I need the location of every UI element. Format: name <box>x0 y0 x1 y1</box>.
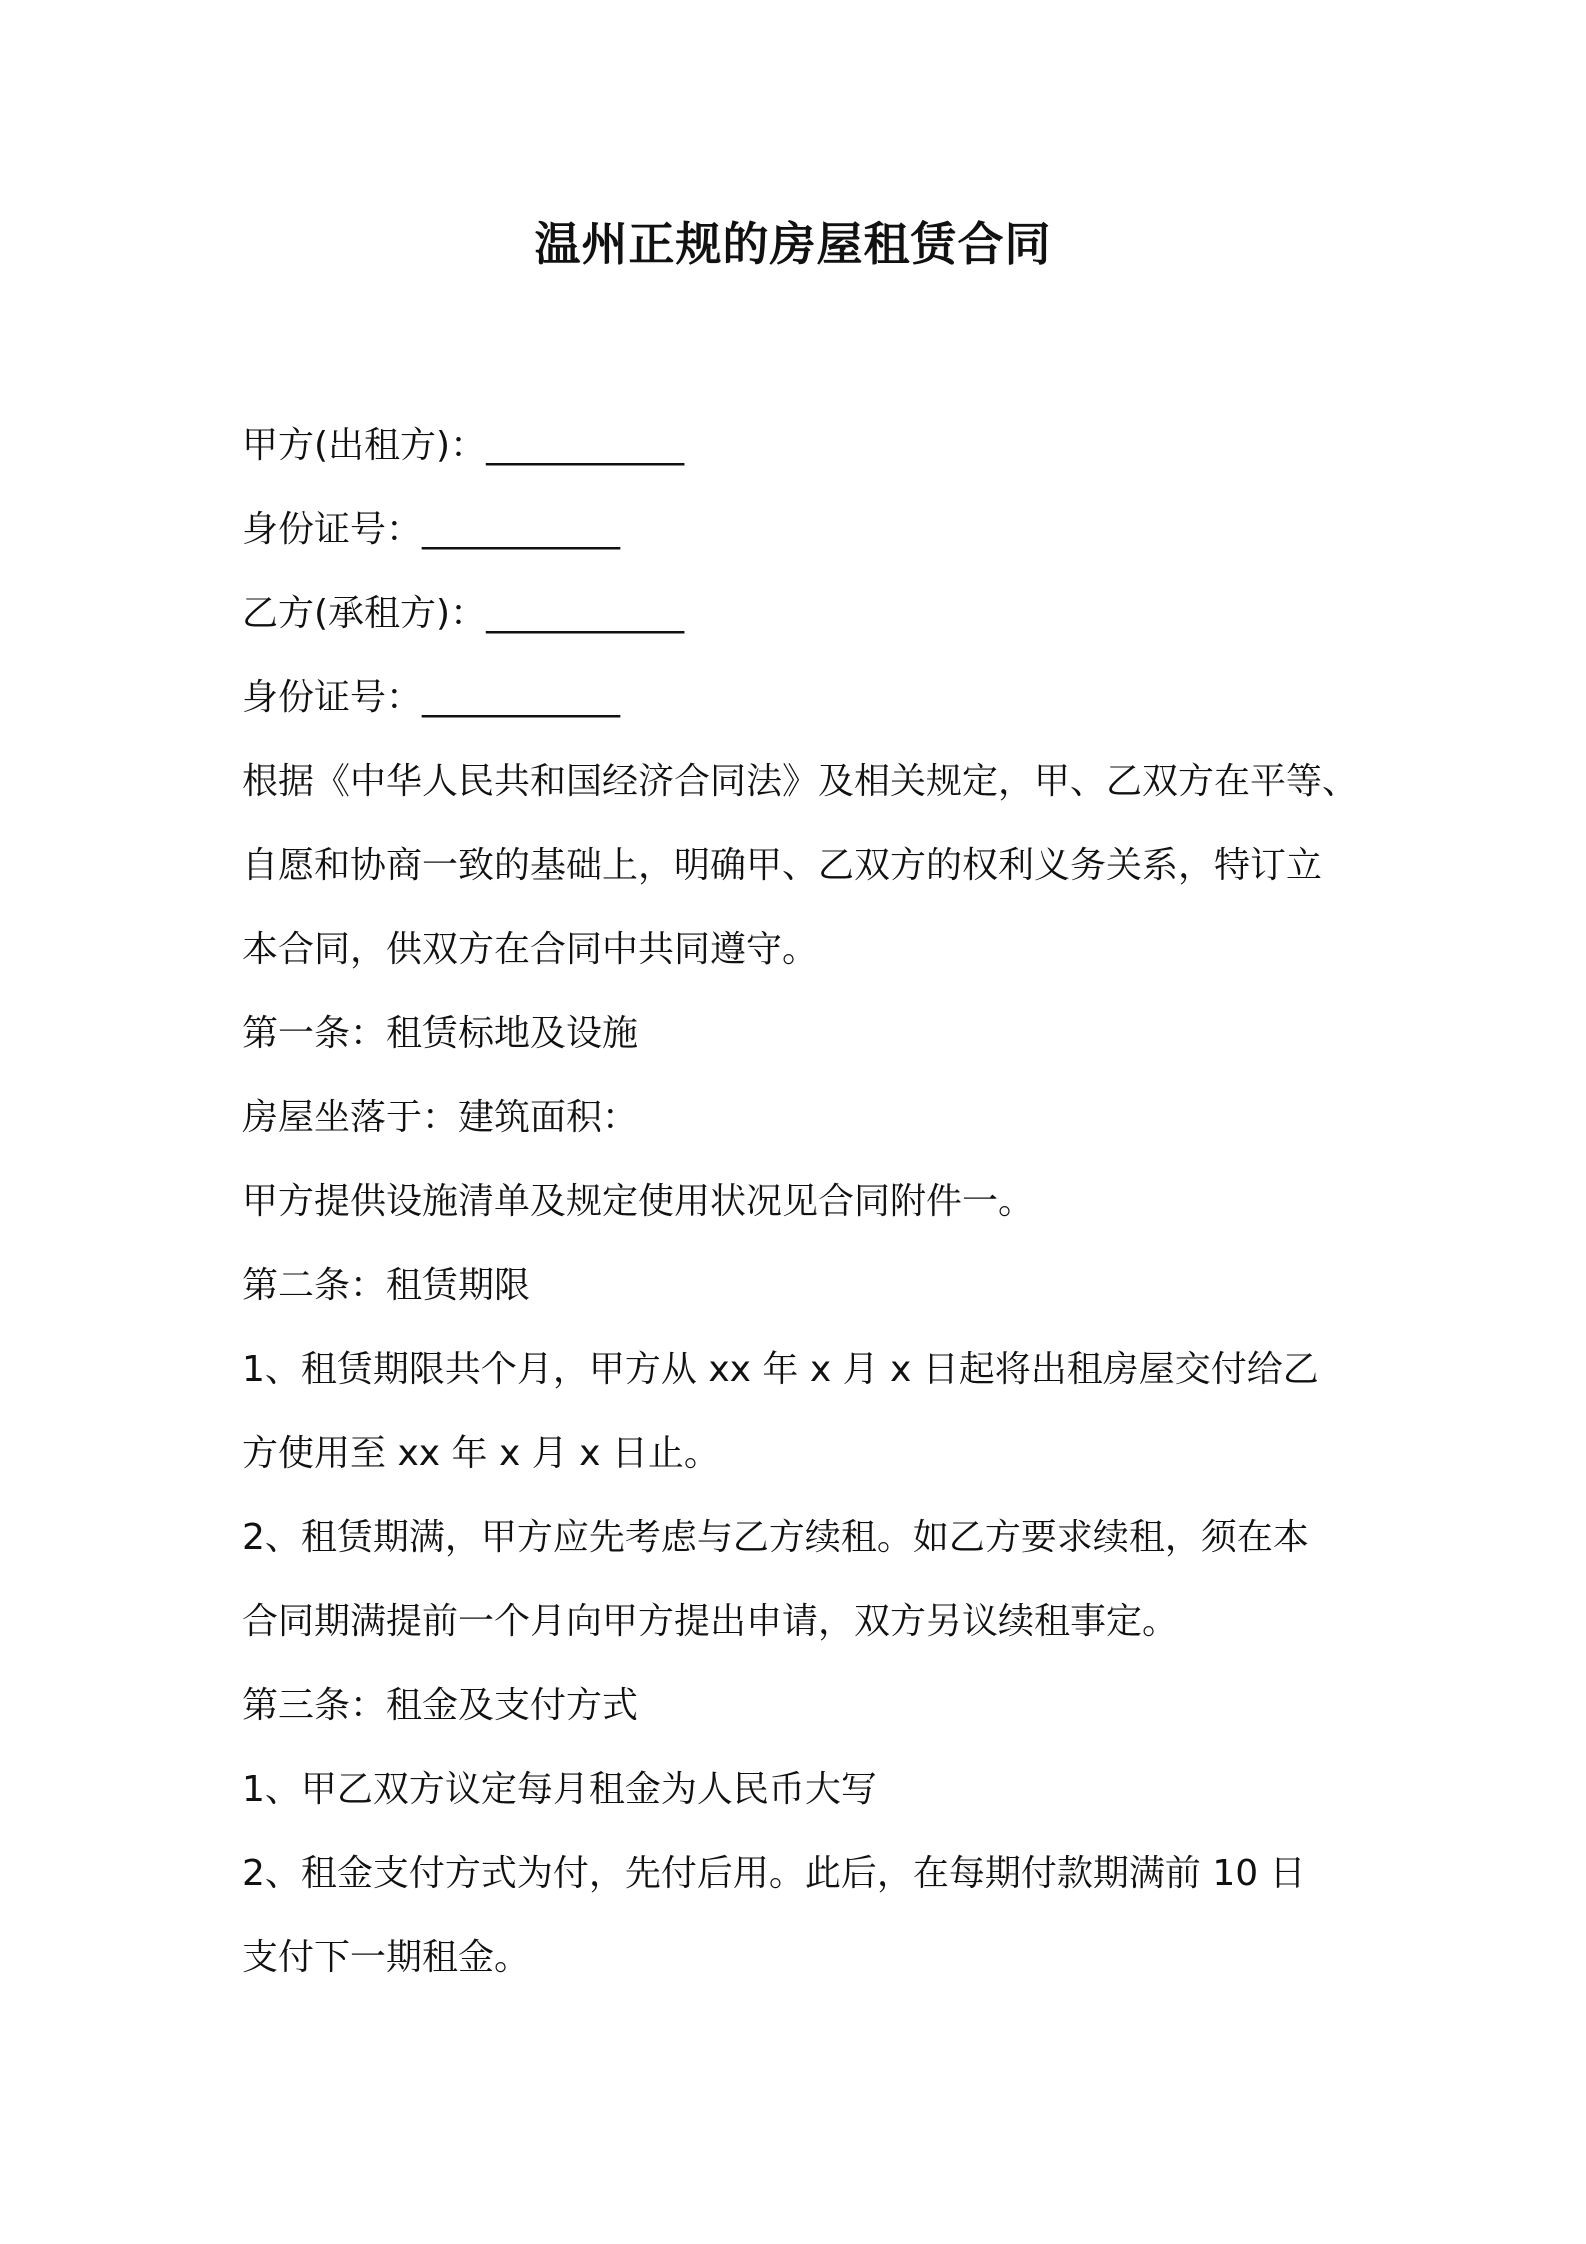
article-2-heading: 第二条：租赁期限 <box>242 1265 531 1306</box>
document-body <box>242 404 1362 2000</box>
article-3-heading: 第三条：租金及支付方式 <box>242 1685 639 1726</box>
article-2-item-1-line-1: 1、租赁期限共个月，甲方从 xx 年 x 月 x 日起将出租房屋交付给乙 <box>242 1349 1319 1390</box>
article-3-item-2-line-2: 支付下一期租金。 <box>242 1937 531 1978</box>
article-3-item-2-line-1: 2、租金支付方式为付，先付后用。此后，在每期付款期满前 10 日 <box>242 1853 1306 1894</box>
party-b-line: 乙方(承租方)：___________ <box>242 593 685 634</box>
preamble-line-2: 自愿和协商一致的基础上，明确甲、乙双方的权利义务关系，特订立 <box>242 845 1323 886</box>
document-title: 温州正规的房屋租赁合同 <box>534 217 1052 271</box>
article-1-heading: 第一条：租赁标地及设施 <box>242 1013 639 1054</box>
preamble-line-3: 本合同，供双方在合同中共同遵守。 <box>242 929 819 970</box>
party-b-id-line: 身份证号：___________ <box>242 677 621 718</box>
article-2-item-2-line-2: 合同期满提前一个月向甲方提出申请，双方另议续租事定。 <box>242 1601 1179 1642</box>
party-a-line: 甲方(出租方)：___________ <box>242 425 685 466</box>
article-1-facilities: 甲方提供设施清单及规定使用状况见合同附件一。 <box>242 1181 1035 1222</box>
article-2-item-1-line-2: 方使用至 xx 年 x 月 x 日止。 <box>242 1433 720 1474</box>
article-2-item-2-line-1: 2、租赁期满，甲方应先考虑与乙方续租。如乙方要求续租，须在本 <box>242 1517 1309 1558</box>
article-1-location: 房屋坐落于：建筑面积： <box>242 1097 639 1138</box>
article-3-item-1: 1、甲乙双方议定每月租金为人民币大写 <box>242 1769 877 1810</box>
party-a-id-line: 身份证号：___________ <box>242 509 621 550</box>
preamble-line-1: 根据《中华人民共和国经济合同法》及相关规定，甲、乙双方在平等、 <box>242 761 1359 802</box>
